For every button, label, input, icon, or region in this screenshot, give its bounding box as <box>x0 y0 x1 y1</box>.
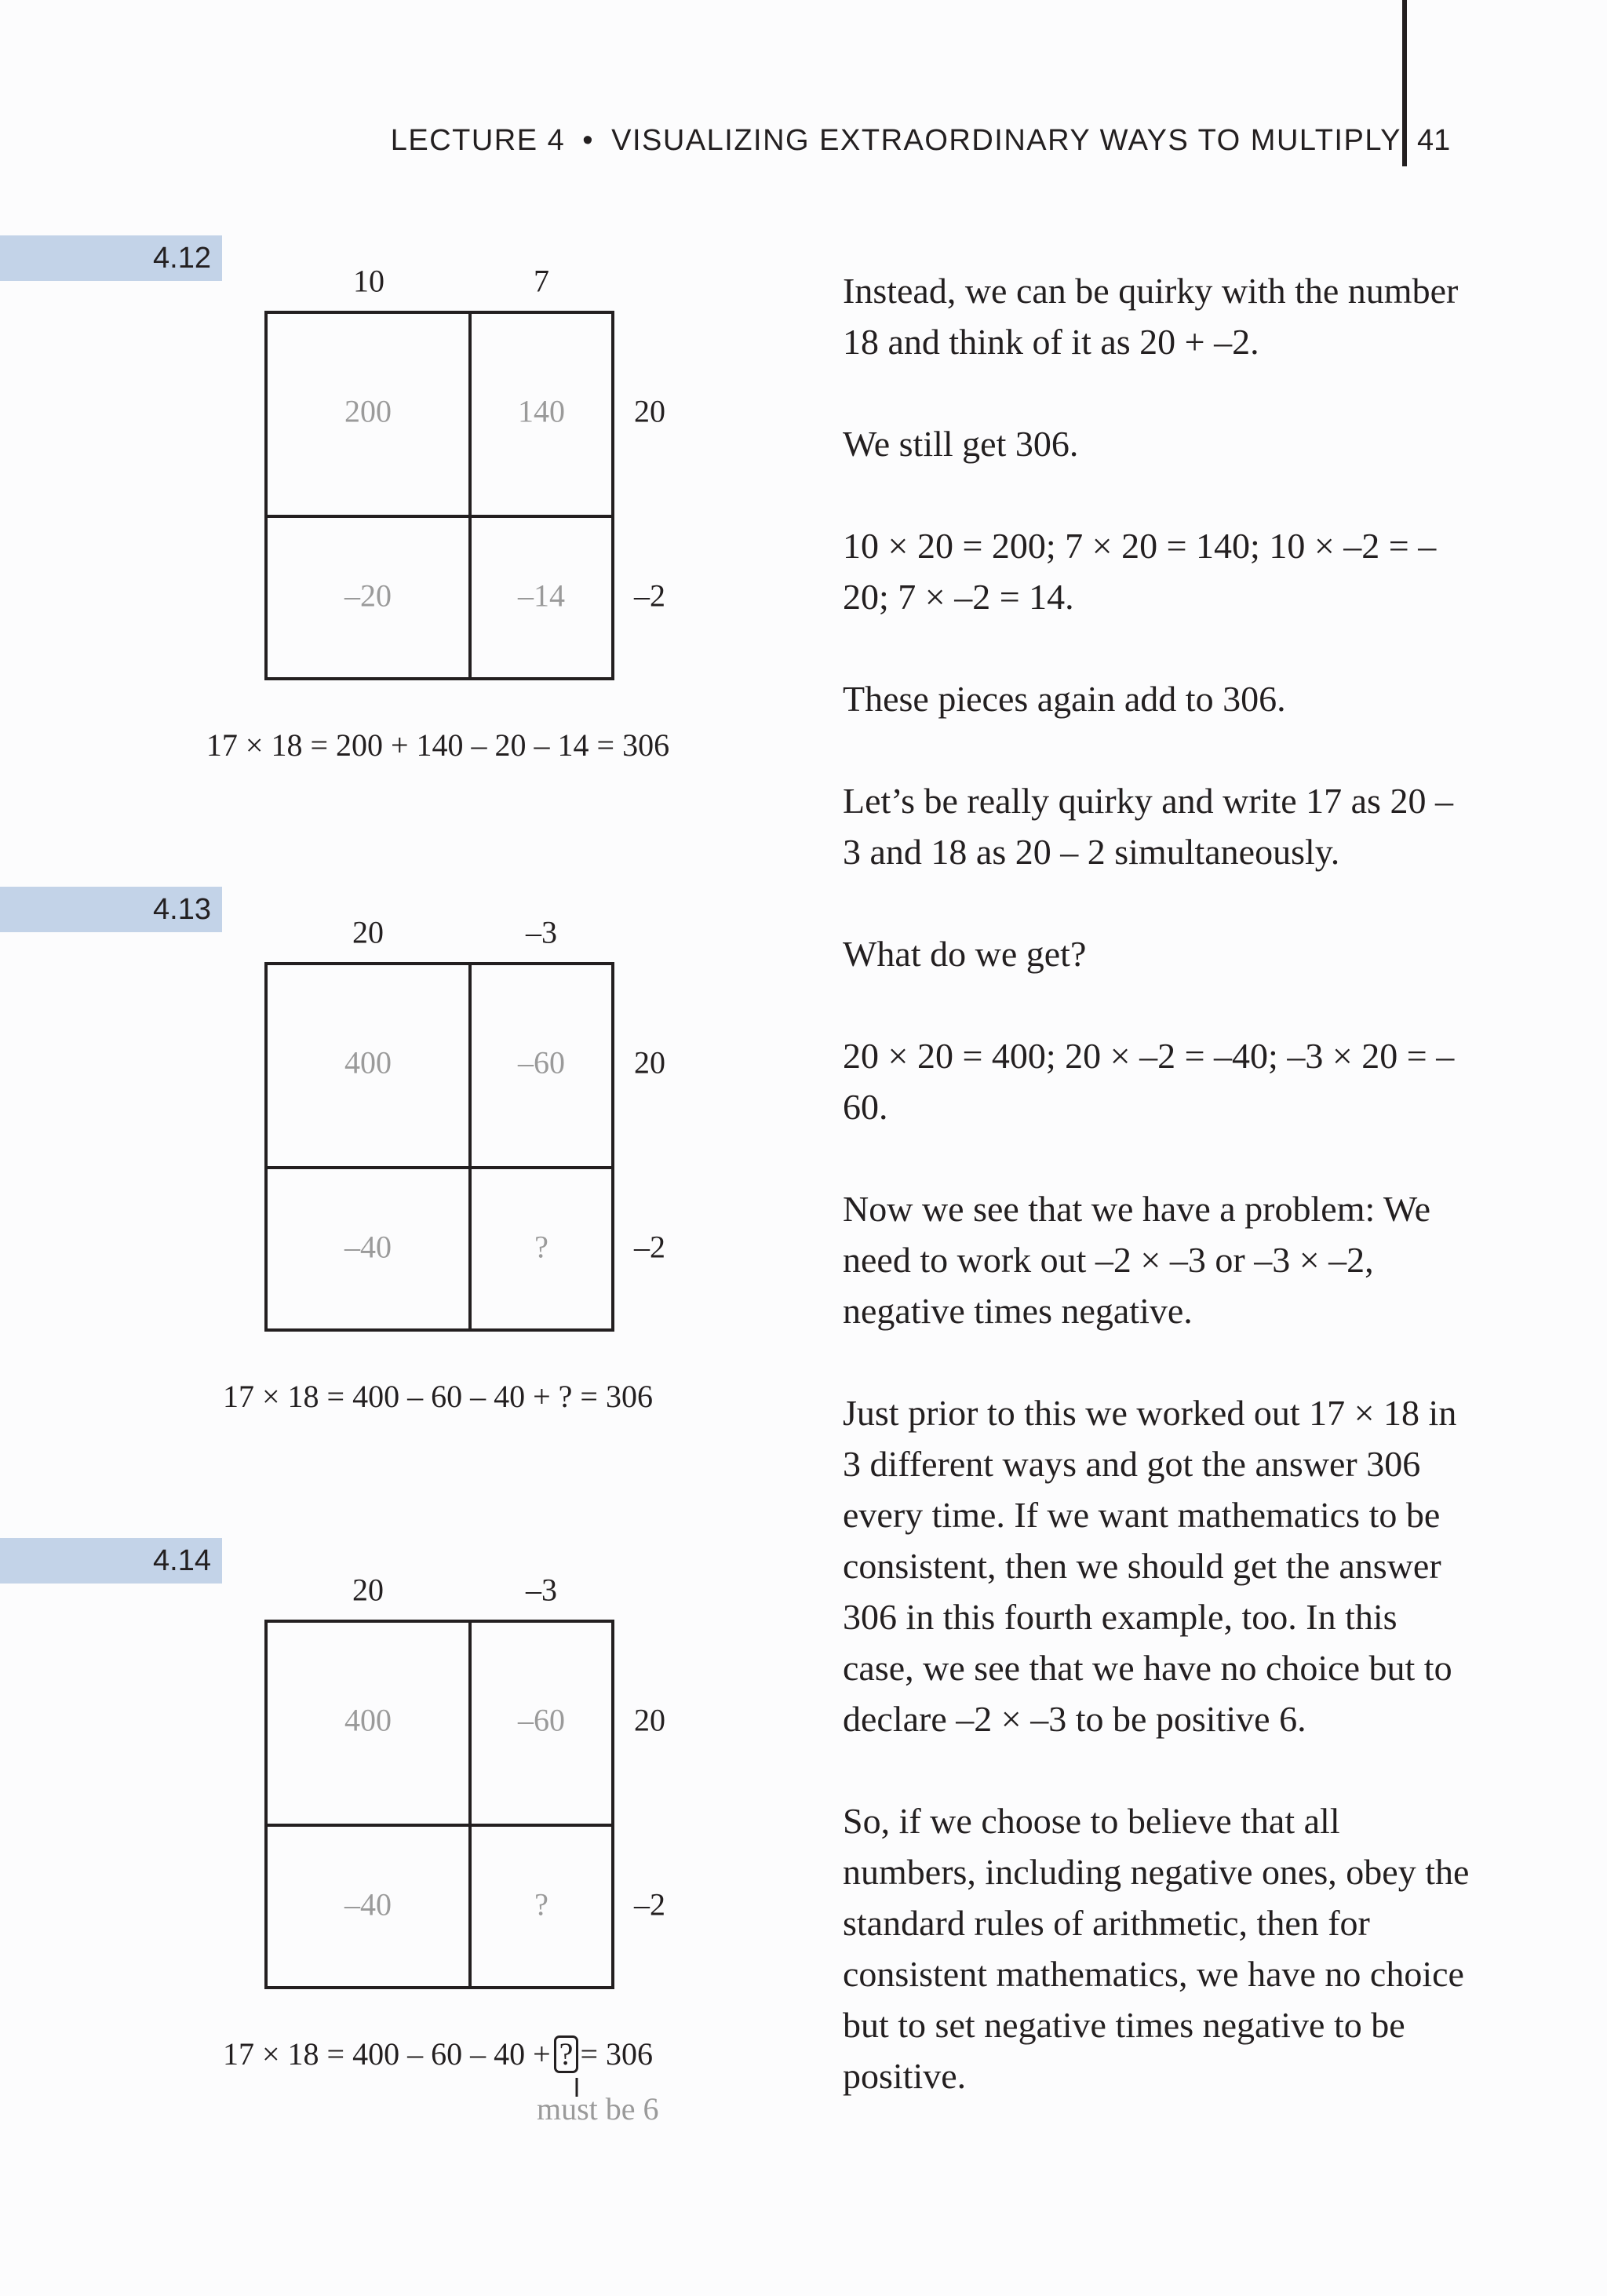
grid-cell: –20 <box>344 578 392 614</box>
paragraph: Now we see that we have a problem: We need to work out –2 × –3 or –3 × –2, negative times negative. <box>843 1189 1431 1331</box>
row-label: –2 <box>634 1886 665 1922</box>
figure-equation: 17 × 18 = 400 – 60 – 40 + ? = 306 <box>223 1379 653 1414</box>
paragraph: What do we get? <box>843 934 1087 974</box>
paragraph: These pieces again add to 306. <box>843 679 1286 719</box>
equation-text: 17 × 18 = 400 – 60 – 40 + <box>222 2036 551 2072</box>
row-label: 20 <box>634 393 665 429</box>
header-separator: • <box>582 124 595 157</box>
column-label: 20 <box>352 914 384 950</box>
grid-cell: 400 <box>344 1044 392 1081</box>
grid-cell: 200 <box>344 393 392 429</box>
grid-cell: –40 <box>344 1886 392 1922</box>
header-title: VISUALIZING EXTRAORDINARY WAYS TO MULTIPLY <box>611 124 1401 157</box>
row-label: –2 <box>634 1229 665 1265</box>
row-label: 20 <box>634 1044 665 1081</box>
grid-cell: 140 <box>518 393 565 429</box>
unknown-box: ? <box>554 2035 579 2073</box>
row-label: 20 <box>634 1702 665 1738</box>
column-label: 7 <box>534 263 549 299</box>
grid-cell: –60 <box>518 1702 565 1738</box>
paragraph: So, if we choose to believe that all numbers, including negative ones, obey the standard rules of arithmetic, then for consistent mathematics, we have no choice but to set negative times negative to be positive. <box>843 1801 1470 2096</box>
paragraph: Instead, we can be quirky with the number 18 and think of it as 20 + –2. <box>843 271 1459 362</box>
paragraph: Just prior to this we worked out 17 × 18 in 3 different ways and got the answer 306 every time. If we want mathematics to be consistent, then we should get the answer 306 in this fourth example, too. In this case, we see that we have no choice but to declare –2 × –3 to be positive 6. <box>843 1393 1457 1739</box>
paragraph: 20 × 20 = 400; 20 × –2 = –40; –3 × 20 = –60. <box>843 1036 1455 1127</box>
figure-label-4-14: 4.14 <box>0 1538 222 1584</box>
column-label: 10 <box>353 263 384 299</box>
figure-label-4-13: 4.13 <box>0 887 222 932</box>
header-lecture: LECTURE 4 <box>390 124 566 157</box>
grid-cell: –60 <box>518 1044 565 1081</box>
grid-cell: 400 <box>344 1702 392 1738</box>
column-label: 20 <box>352 1572 384 1608</box>
paragraph: 10 × 20 = 200; 7 × 20 = 140; 10 × –2 = –20; 7 × –2 = 14. <box>843 526 1437 617</box>
figure-equation: 17 × 18 = 200 + 140 – 20 – 14 = 306 <box>206 727 670 763</box>
equation-result: = 306 <box>580 2036 654 2072</box>
grid-cell: –14 <box>518 578 565 614</box>
grid-cell: ? <box>534 1229 548 1265</box>
column-label: –3 <box>526 1572 557 1608</box>
grid-cell: –40 <box>344 1229 392 1265</box>
figure-equation <box>223 2035 653 2073</box>
figure-label-4-12: 4.12 <box>0 235 222 281</box>
paragraph: Let’s be really quirky and write 17 as 20 – 3 and 18 as 20 – 2 simultaneously. <box>843 781 1453 872</box>
page-number: 41 <box>1417 124 1451 157</box>
row-label: –2 <box>634 578 665 614</box>
body-text <box>843 265 1470 2152</box>
column-label: –3 <box>526 914 557 950</box>
grid-cell: ? <box>534 1886 548 1922</box>
annotation-note: must be 6 <box>537 2091 659 2127</box>
paragraph: We still get 306. <box>843 424 1079 464</box>
